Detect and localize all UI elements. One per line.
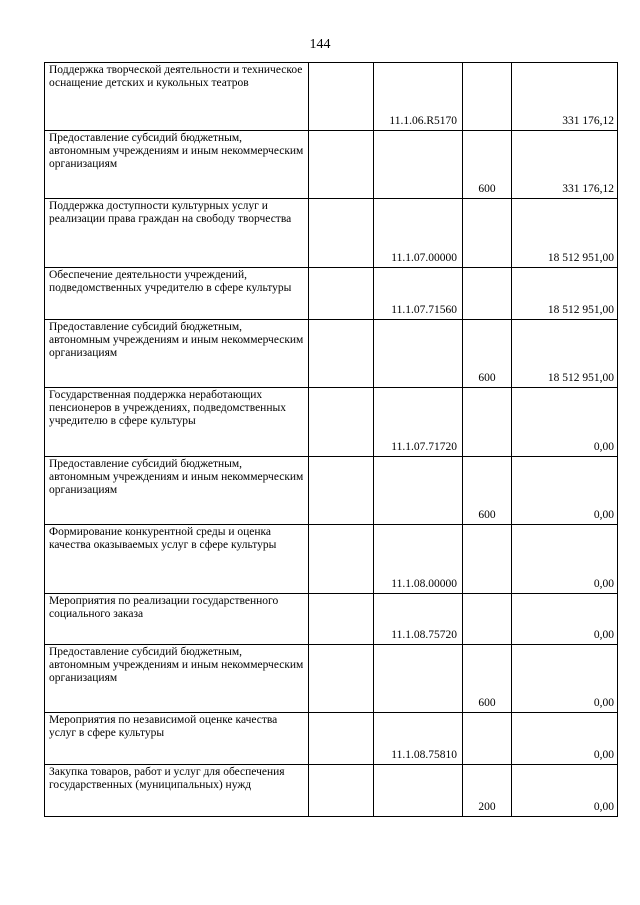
row-code <box>374 131 463 199</box>
row-expense-type: 600 <box>463 457 512 525</box>
row-name: Закупка товаров, работ и услуг для обеспечения государственных (муниципальных) нужд <box>45 765 309 817</box>
row-expense-type: 600 <box>463 645 512 713</box>
table-row <box>45 645 618 713</box>
row-sum: 0,00 <box>512 765 618 817</box>
table-row <box>45 594 618 645</box>
row-sum: 0,00 <box>512 457 618 525</box>
row-name: Мероприятия по реализации государственного социального заказа <box>45 594 309 645</box>
row-code: 11.1.07.71560 <box>374 268 463 320</box>
row-name: Предоставление субсидий бюджетным, автономным учреждениям и иным некоммерческим организациям <box>45 645 309 713</box>
row-expense-type: 600 <box>463 320 512 388</box>
table-row <box>45 199 618 268</box>
row-name: Поддержка творческой деятельности и техническое оснащение детских и кукольных театров <box>45 63 309 131</box>
table-row <box>45 525 618 594</box>
empty-cell <box>309 199 374 268</box>
row-code: 11.1.07.00000 <box>374 199 463 268</box>
row-sum: 0,00 <box>512 525 618 594</box>
empty-cell <box>309 713 374 765</box>
row-name: Формирование конкурентной среды и оценка качества оказываемых услуг в сфере культуры <box>45 525 309 594</box>
row-sum: 18 512 951,00 <box>512 268 618 320</box>
empty-cell <box>309 457 374 525</box>
table-row <box>45 320 618 388</box>
table-row <box>45 131 618 199</box>
empty-cell <box>309 645 374 713</box>
row-expense-type <box>463 525 512 594</box>
row-name: Обеспечение деятельности учреждений, подведомственных учредителю в сфере культуры <box>45 268 309 320</box>
table-row <box>45 268 618 320</box>
row-sum: 0,00 <box>512 594 618 645</box>
table-row <box>45 765 618 817</box>
row-code <box>374 457 463 525</box>
row-sum: 0,00 <box>512 388 618 457</box>
row-name: Предоставление субсидий бюджетным, автономным учреждениям и иным некоммерческим организациям <box>45 131 309 199</box>
row-sum: 18 512 951,00 <box>512 199 618 268</box>
row-name: Предоставление субсидий бюджетным, автономным учреждениям и иным некоммерческим организациям <box>45 320 309 388</box>
empty-cell <box>309 525 374 594</box>
row-code <box>374 645 463 713</box>
row-code: 11.1.08.75720 <box>374 594 463 645</box>
row-code: 11.1.06.R5170 <box>374 63 463 131</box>
empty-cell <box>309 594 374 645</box>
page-number: 144 <box>309 37 331 52</box>
row-expense-type <box>463 268 512 320</box>
row-name: Мероприятия по независимой оценке качества услуг в сфере культуры <box>45 713 309 765</box>
empty-cell <box>309 63 374 131</box>
row-expense-type: 600 <box>463 131 512 199</box>
row-name: Предоставление субсидий бюджетным, автономным учреждениям и иным некоммерческим организациям <box>45 457 309 525</box>
row-name: Поддержка доступности культурных услуг и реализации права граждан на свободу творчества <box>45 199 309 268</box>
budget-table <box>44 62 618 817</box>
row-sum: 0,00 <box>512 713 618 765</box>
row-code: 11.1.07.71720 <box>374 388 463 457</box>
table-row <box>45 388 618 457</box>
empty-cell <box>309 268 374 320</box>
row-code: 11.1.08.00000 <box>374 525 463 594</box>
row-expense-type <box>463 199 512 268</box>
table-row <box>45 713 618 765</box>
row-expense-type <box>463 594 512 645</box>
row-sum: 0,00 <box>512 645 618 713</box>
row-expense-type <box>463 63 512 131</box>
row-code: 11.1.08.75810 <box>374 713 463 765</box>
empty-cell <box>309 388 374 457</box>
row-sum: 331 176,12 <box>512 63 618 131</box>
row-code <box>374 765 463 817</box>
table-row <box>45 63 618 131</box>
row-sum: 331 176,12 <box>512 131 618 199</box>
row-expense-type: 200 <box>463 765 512 817</box>
row-expense-type <box>463 388 512 457</box>
row-sum: 18 512 951,00 <box>512 320 618 388</box>
empty-cell <box>309 131 374 199</box>
row-code <box>374 320 463 388</box>
empty-cell <box>309 765 374 817</box>
row-expense-type <box>463 713 512 765</box>
row-name: Государственная поддержка неработающих пенсионеров в учреждениях, подведомственных учредителю в сфере культуры <box>45 388 309 457</box>
empty-cell <box>309 320 374 388</box>
table-row <box>45 457 618 525</box>
